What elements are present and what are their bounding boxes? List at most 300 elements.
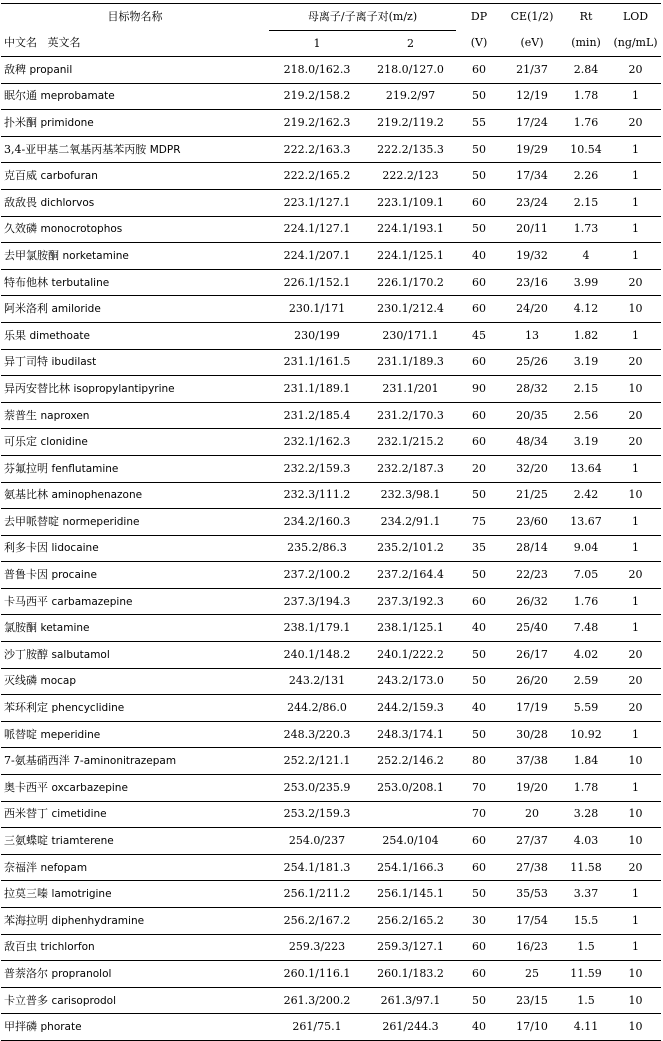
rt-value: 2.84 [562,57,610,84]
table-row [1,881,661,908]
lod-value: 1 [610,322,661,349]
chinese-name: 去甲哌替啶 [4,514,59,528]
ce-value: 24/20 [502,296,562,323]
english-name: ibudilast [51,356,97,369]
ion-pair-1: 259.3/223 [269,934,365,961]
rt-value: 4.03 [562,828,610,855]
ce-value: 26/20 [502,668,562,695]
compound-name-cell [1,668,269,695]
ce-value: 17/34 [502,163,562,190]
dp-value: 50 [456,163,502,190]
dp-value: 70 [456,801,502,828]
ion-pair-1: 231.1/189.1 [269,376,365,403]
compound-name-cell [1,562,269,589]
ce-value: 28/14 [502,535,562,562]
english-name: dichlorvos [40,196,95,209]
lod-value: 1 [610,721,661,748]
rt-value: 1.73 [562,216,610,243]
ion-pair-2: 254.1/166.3 [365,854,456,881]
lod-value: 10 [610,828,661,855]
compound-name-cell [1,881,269,908]
ion-pair-2 [365,801,456,828]
dp-value: 40 [456,615,502,642]
ion-pair-1: 218.0/162.3 [269,57,365,84]
ce-value: 21/37 [502,57,562,84]
compound-name-cell [1,854,269,881]
chinese-name: 拉莫三嗪 [4,887,48,901]
chinese-name: 甲拌磷 [4,1020,37,1034]
dp-value: 50 [456,668,502,695]
rt-value: 4.11 [562,1014,610,1041]
header-pair2: 2 [365,31,456,57]
rt-value: 3.19 [562,349,610,376]
table-row [1,322,661,349]
ion-pair-2: 230.1/212.4 [365,296,456,323]
english-name: MDPR [149,143,181,156]
ion-pair-1: 222.2/163.3 [269,136,365,163]
ion-pair-1: 243.2/131 [269,668,365,695]
rt-value: 9.04 [562,535,610,562]
ce-value: 26/17 [502,642,562,669]
lod-value: 20 [610,695,661,722]
ion-pair-2: 223.1/109.1 [365,189,456,216]
ion-pair-2: 240.1/222.2 [365,642,456,669]
dp-value: 50 [456,881,502,908]
english-name: primidone [40,116,94,129]
dp-value: 60 [456,189,502,216]
chinese-name: 眠尔通 [4,89,37,103]
table-row [1,642,661,669]
compound-name-cell [1,482,269,509]
compound-name-cell [1,269,269,296]
table-row [1,402,661,429]
dp-value: 70 [456,775,502,802]
english-name: norketamine [62,249,129,262]
dp-value: 60 [456,429,502,456]
dp-value: 60 [456,269,502,296]
chinese-name: 敌稗 [4,62,26,76]
lod-value: 1 [610,509,661,536]
table-row [1,163,661,190]
ce-value: 19/29 [502,136,562,163]
ion-pair-2: 234.2/91.1 [365,509,456,536]
table-row [1,801,661,828]
lod-value: 10 [610,482,661,509]
rt-value: 1.76 [562,588,610,615]
ion-pair-2: 224.1/125.1 [365,243,456,270]
chinese-name: 氯胺酮 [4,621,37,635]
ion-pair-1: 226.1/152.1 [269,269,365,296]
lod-value: 20 [610,668,661,695]
dp-value: 60 [456,588,502,615]
english-name: lamotrigine [51,888,112,901]
compound-name-cell [1,455,269,482]
dp-value: 40 [456,695,502,722]
ion-pair-1: 219.2/158.2 [269,83,365,110]
chinese-name: 卡立普多 [4,993,48,1007]
compound-name-cell [1,376,269,403]
lod-value: 1 [610,455,661,482]
lod-value: 20 [610,562,661,589]
dp-value: 60 [456,296,502,323]
ion-pair-2: 237.3/192.3 [365,588,456,615]
lod-value: 1 [610,243,661,270]
ce-value: 37/38 [502,748,562,775]
ion-pair-2: 222.2/135.3 [365,136,456,163]
english-name: mocap [40,675,77,688]
ion-pair-1: 256.1/211.2 [269,881,365,908]
ce-value: 23/16 [502,269,562,296]
ce-value: 21/25 [502,482,562,509]
rt-value: 2.15 [562,376,610,403]
ion-pair-2: 222.2/123 [365,163,456,190]
compound-name-cell [1,828,269,855]
compound-name-cell [1,801,269,828]
chinese-name: 卡马西平 [4,594,48,608]
ion-pair-1: 254.1/181.3 [269,854,365,881]
compound-name-cell [1,615,269,642]
english-name: ketamine [40,622,90,635]
ce-value: 23/60 [502,509,562,536]
lod-value: 10 [610,748,661,775]
chinese-name: 乐果 [4,328,26,342]
rt-value: 5.59 [562,695,610,722]
table-row [1,908,661,935]
header-name-subcols [1,31,269,57]
rt-value: 10.54 [562,136,610,163]
lod-value: 20 [610,402,661,429]
compound-name-cell [1,189,269,216]
lod-value: 10 [610,1014,661,1041]
chinese-name: 奈福泮 [4,860,37,874]
ion-pair-1: 252.2/121.1 [269,748,365,775]
dp-value: 50 [456,987,502,1014]
rt-value: 13.67 [562,509,610,536]
rt-value: 13.64 [562,455,610,482]
ce-value: 27/38 [502,854,562,881]
ion-pair-2: 256.1/145.1 [365,881,456,908]
ce-value: 13 [502,322,562,349]
dp-value: 60 [456,402,502,429]
english-name: naproxen [40,409,90,422]
rt-value: 2.15 [562,189,610,216]
lod-value: 1 [610,908,661,935]
header-pair1: 1 [269,31,365,57]
english-name: phencyclidine [51,702,125,715]
dp-value: 40 [456,1014,502,1041]
compound-name-cell [1,57,269,84]
rt-value: 10.92 [562,721,610,748]
chinese-name: 灭线磷 [4,674,37,688]
chinese-name: 普鲁卡因 [4,568,48,582]
ion-pair-2: 224.1/193.1 [365,216,456,243]
ion-pair-1: 231.2/185.4 [269,402,365,429]
chinese-name: 可乐定 [4,435,37,449]
compound-name-cell [1,588,269,615]
ce-value: 17/54 [502,908,562,935]
lod-value: 10 [610,296,661,323]
rt-value: 3.37 [562,881,610,908]
table-row [1,216,661,243]
ion-pair-1: 260.1/116.1 [269,961,365,988]
ion-pair-2: 230/171.1 [365,322,456,349]
table-row [1,269,661,296]
compound-table [1,3,661,1041]
lod-value: 1 [610,216,661,243]
ion-pair-2: 231.1/189.3 [365,349,456,376]
ion-pair-1: 223.1/127.1 [269,189,365,216]
rt-value: 1.5 [562,987,610,1014]
english-name: oxcarbazepine [51,781,128,794]
ion-pair-1: 224.1/207.1 [269,243,365,270]
english-name: carisoprodol [51,994,117,1007]
rt-value: 2.42 [562,482,610,509]
ion-pair-2: 219.2/97 [365,83,456,110]
chinese-name: 3,4-亚甲基二氧基丙基苯丙胺 [4,142,147,156]
table-row [1,588,661,615]
ion-pair-1: 235.2/86.3 [269,535,365,562]
rt-value: 1.84 [562,748,610,775]
ion-pair-1: 232.3/111.2 [269,482,365,509]
ion-pair-1: 232.2/159.3 [269,455,365,482]
ce-value: 25/40 [502,615,562,642]
ion-pair-1: 232.1/162.3 [269,429,365,456]
rt-value: 2.56 [562,402,610,429]
dp-value: 45 [456,322,502,349]
lod-value: 1 [610,775,661,802]
ion-pair-2: 226.1/170.2 [365,269,456,296]
table-row [1,243,661,270]
table-row [1,562,661,589]
lod-value: 1 [610,615,661,642]
lod-value: 20 [610,110,661,137]
header-ion-pair: 母离子/子离子对(m/z) [269,4,456,31]
ce-value: 12/19 [502,83,562,110]
ce-value: 20/11 [502,216,562,243]
ion-pair-2: 254.0/104 [365,828,456,855]
header-target-name: 目标物名称 [1,4,269,31]
chinese-name: 阿米洛利 [4,302,48,316]
rt-value: 4.12 [562,296,610,323]
chinese-name: 哌替啶 [4,727,37,741]
header-rt: Rt [562,4,610,31]
dp-value: 20 [456,455,502,482]
compound-name-cell [1,296,269,323]
table-row [1,721,661,748]
table-row [1,110,661,137]
ion-pair-1: 253.2/159.3 [269,801,365,828]
english-name: propranolol [51,967,112,980]
lod-value: 20 [610,429,661,456]
compound-name-cell [1,748,269,775]
lod-value: 1 [610,189,661,216]
table-row [1,961,661,988]
ion-pair-2: 253.0/208.1 [365,775,456,802]
rt-value: 1.78 [562,775,610,802]
rt-value: 11.58 [562,854,610,881]
rt-value: 2.59 [562,668,610,695]
ion-pair-1: 237.3/194.3 [269,588,365,615]
english-name: clonidine [40,436,88,449]
dp-value: 50 [456,136,502,163]
rt-value: 1.78 [562,83,610,110]
table-row [1,509,661,536]
chinese-name: 奥卡西平 [4,780,48,794]
table-row [1,987,661,1014]
dp-value: 60 [456,57,502,84]
ion-pair-1: 219.2/162.3 [269,110,365,137]
ce-value: 23/15 [502,987,562,1014]
chinese-name: 扑米酮 [4,115,37,129]
compound-name-cell [1,1014,269,1041]
english-name: carbamazepine [51,595,133,608]
rt-value: 7.48 [562,615,610,642]
ion-pair-1: 256.2/167.2 [269,908,365,935]
ce-value: 25 [502,961,562,988]
table-row [1,376,661,403]
chinese-name: 西米替丁 [4,807,48,821]
ion-pair-2: 261.3/97.1 [365,987,456,1014]
ion-pair-1: 248.3/220.3 [269,721,365,748]
chinese-name: 特布他林 [4,275,48,289]
ce-value: 32/20 [502,455,562,482]
table-row [1,775,661,802]
ce-value: 16/23 [502,934,562,961]
english-name: lidocaine [51,542,99,555]
table-body [1,57,661,1041]
english-name: nefopam [40,861,88,874]
lod-value: 20 [610,269,661,296]
table-row [1,482,661,509]
ce-value: 17/19 [502,695,562,722]
table-header [1,4,661,57]
ion-pair-1: 240.1/148.2 [269,642,365,669]
compound-name-cell [1,509,269,536]
chinese-name: 7-氨基硝西泮 [4,754,70,768]
header-ce: CE(1/2) [502,4,562,31]
table-row [1,535,661,562]
ion-pair-2: 231.1/201 [365,376,456,403]
ce-value: 23/24 [502,189,562,216]
english-name: terbutaline [51,276,110,289]
ce-value: 17/10 [502,1014,562,1041]
lod-value: 1 [610,934,661,961]
dp-value: 60 [456,961,502,988]
english-name: aminophenazone [51,489,143,502]
ion-pair-2: 259.3/127.1 [365,934,456,961]
ion-pair-2: 219.2/119.2 [365,110,456,137]
ion-pair-1: 253.0/235.9 [269,775,365,802]
compound-name-cell [1,775,269,802]
chinese-name: 苯海拉明 [4,913,48,927]
lod-value: 10 [610,961,661,988]
chinese-name: 沙丁胺醇 [4,647,48,661]
dp-value: 50 [456,562,502,589]
table-row [1,748,661,775]
dp-value: 80 [456,748,502,775]
ion-pair-2: 244.2/159.3 [365,695,456,722]
header-english-name: 英文名 [47,36,81,50]
dp-value: 75 [456,509,502,536]
rt-value: 3.28 [562,801,610,828]
ion-pair-2: 248.3/174.1 [365,721,456,748]
english-name: amiloride [51,303,101,316]
compound-name-cell [1,695,269,722]
compound-name-cell [1,349,269,376]
ion-pair-1: 254.0/237 [269,828,365,855]
compound-name-cell [1,163,269,190]
table-row [1,296,661,323]
dp-value: 30 [456,908,502,935]
header-chinese-name: 中文名 [4,36,37,50]
lod-value: 1 [610,588,661,615]
ce-value: 27/37 [502,828,562,855]
rt-value: 2.26 [562,163,610,190]
ion-pair-1: 238.1/179.1 [269,615,365,642]
dp-value: 55 [456,110,502,137]
english-name: carbofuran [40,170,98,183]
table-row [1,136,661,163]
compound-name-cell [1,243,269,270]
chinese-name: 三氨蝶啶 [4,834,48,848]
dp-value: 60 [456,934,502,961]
rt-value: 4.02 [562,642,610,669]
chinese-name: 异丁司特 [4,355,48,369]
rt-value: 3.19 [562,429,610,456]
english-name: trichlorfon [40,941,95,954]
compound-name-cell [1,110,269,137]
table-row [1,189,661,216]
dp-value: 60 [456,854,502,881]
english-name: cimetidine [51,808,107,821]
table-row [1,83,661,110]
ion-pair-1: 261.3/200.2 [269,987,365,1014]
lod-value: 20 [610,349,661,376]
ion-pair-2: 261/244.3 [365,1014,456,1041]
compound-name-cell [1,322,269,349]
ion-pair-2: 218.0/127.0 [365,57,456,84]
ion-pair-2: 232.1/215.2 [365,429,456,456]
chinese-name: 芬氟拉明 [4,461,48,475]
rt-value: 3.99 [562,269,610,296]
english-name: diphenhydramine [51,914,145,927]
header-dp-unit: (V) [456,31,502,57]
table-row [1,429,661,456]
rt-value: 4 [562,243,610,270]
dp-value: 35 [456,535,502,562]
english-name: meperidine [40,728,101,741]
dp-value: 50 [456,83,502,110]
english-name: propanil [29,63,73,76]
ion-pair-2: 243.2/173.0 [365,668,456,695]
compound-name-cell [1,402,269,429]
table-row [1,455,661,482]
rt-value: 11.59 [562,961,610,988]
english-name: salbutamol [51,648,110,661]
ion-pair-2: 231.2/170.3 [365,402,456,429]
ion-pair-2: 237.2/164.4 [365,562,456,589]
english-name: meprobamate [40,90,115,103]
ion-pair-2: 232.3/98.1 [365,482,456,509]
english-name: normeperidine [62,515,140,528]
lod-value: 1 [610,881,661,908]
ce-value: 20/35 [502,402,562,429]
lod-value: 10 [610,801,661,828]
table-row [1,668,661,695]
english-name: 7-aminonitrazepam [73,755,177,768]
ion-pair-1: 234.2/160.3 [269,509,365,536]
english-name: dimethoate [29,329,90,342]
